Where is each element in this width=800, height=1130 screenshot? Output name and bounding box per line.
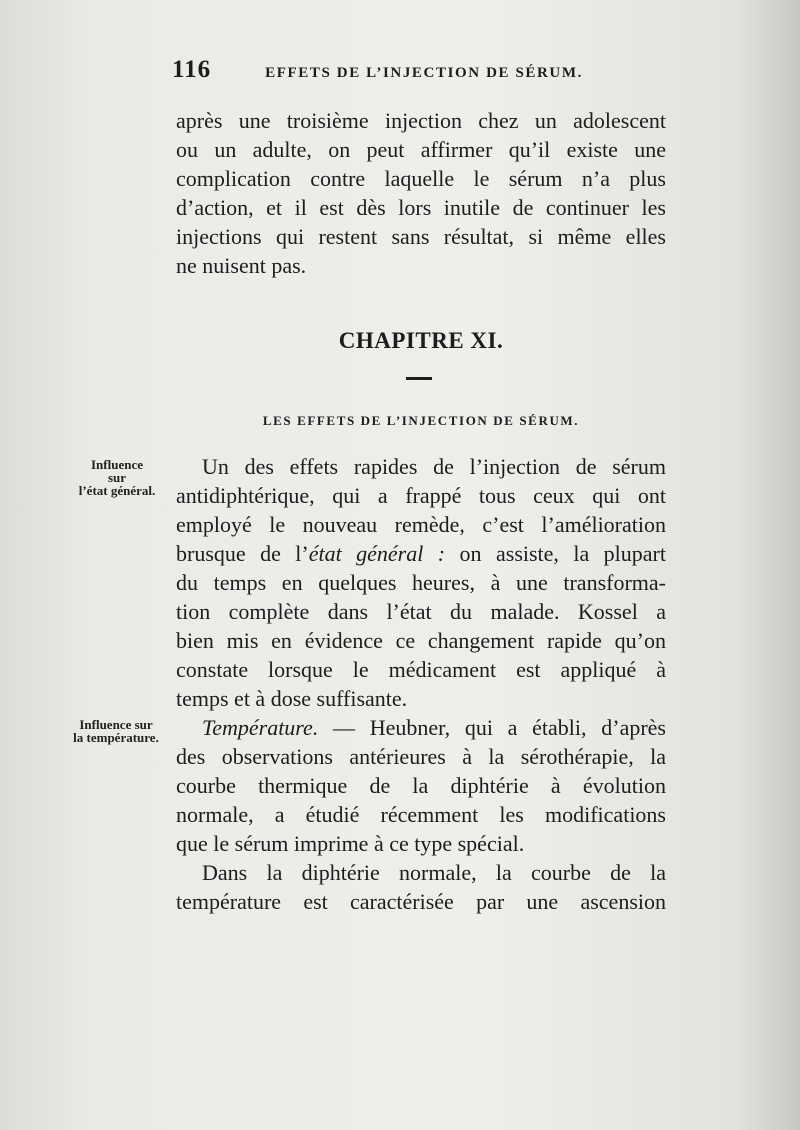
page-number: 116: [172, 56, 212, 83]
margin-note-line: Influence: [91, 457, 143, 472]
margin-note-temperature: [52, 718, 180, 744]
text-line: après une troisième injection chez un adolescent: [176, 108, 666, 133]
margin-note-line: Influence sur: [79, 717, 153, 732]
paragraph-continuation: [176, 106, 666, 280]
margin-note-line: la température.: [73, 730, 159, 745]
text-line-with-italic: [176, 539, 666, 568]
text-line: Un des effets rapides de l’injection de sérum: [202, 454, 666, 479]
text-line: employé le nouveau remède, c’est l’amélioration: [176, 512, 666, 537]
italic-term: état général :: [308, 541, 446, 566]
text-line: du temps en quelques heures, à une transforma-: [176, 570, 666, 595]
text-line: antidiphtérique, qui a frappé tous ceux qui ont: [176, 483, 666, 508]
text-line-with-italic: [176, 713, 666, 742]
chapter-title: CHAPITRE XI.: [338, 328, 504, 353]
section-title: LES EFFETS DE L’INJECTION DE SÉRUM.: [262, 413, 580, 428]
text-line: température est caractérisée par une ascension: [176, 889, 666, 914]
text-line: ne nuisent pas.: [176, 253, 307, 278]
text-fragment: on assiste, la plupart: [445, 541, 666, 566]
text-line: normale, a étudié récemment les modifications: [176, 802, 666, 827]
text-line: ou un adulte, on peut affirmer qu’il existe une: [176, 137, 666, 162]
running-header: [172, 56, 592, 86]
paragraph-normal-diphtheria: [176, 858, 666, 916]
text-fragment: — Heubner, qui a établi, d’après: [318, 715, 666, 740]
italic-term: Température.: [202, 715, 319, 740]
running-title: EFFETS DE L’INJECTION DE SÉRUM.: [265, 65, 583, 81]
margin-note-general-state: [62, 458, 172, 497]
text-line: tion complète dans l’état du malade. Kossel a: [176, 599, 666, 624]
chapter-rule: [406, 377, 432, 380]
text-line: bien mis en évidence ce changement rapide qu’on: [176, 628, 666, 653]
text-line: que le sérum imprime à ce type spécial.: [176, 831, 525, 856]
text-line: injections qui restent sans résultat, si même elles: [176, 224, 666, 249]
text-line: temps et à dose suffisante.: [176, 686, 408, 711]
text-line: des observations antérieures à la sérothérapie, la: [176, 744, 666, 769]
paragraph-general-state: [176, 452, 666, 713]
paragraph-temperature: [176, 713, 666, 858]
margin-note-line: sur: [107, 470, 127, 485]
text-line: courbe thermique de la diphtérie à évolution: [176, 773, 666, 798]
margin-note-line: l’état général.: [78, 483, 156, 498]
text-line: complication contre laquelle le sérum n’a plus: [176, 166, 666, 191]
text-line: constate lorsque le médicament est appliqué à: [176, 657, 666, 682]
text-line: Dans la diphtérie normale, la courbe de la: [202, 860, 666, 885]
text-line: d’action, et il est dès lors inutile de continuer les: [176, 195, 666, 220]
text-fragment: brusque de l’: [176, 541, 309, 566]
